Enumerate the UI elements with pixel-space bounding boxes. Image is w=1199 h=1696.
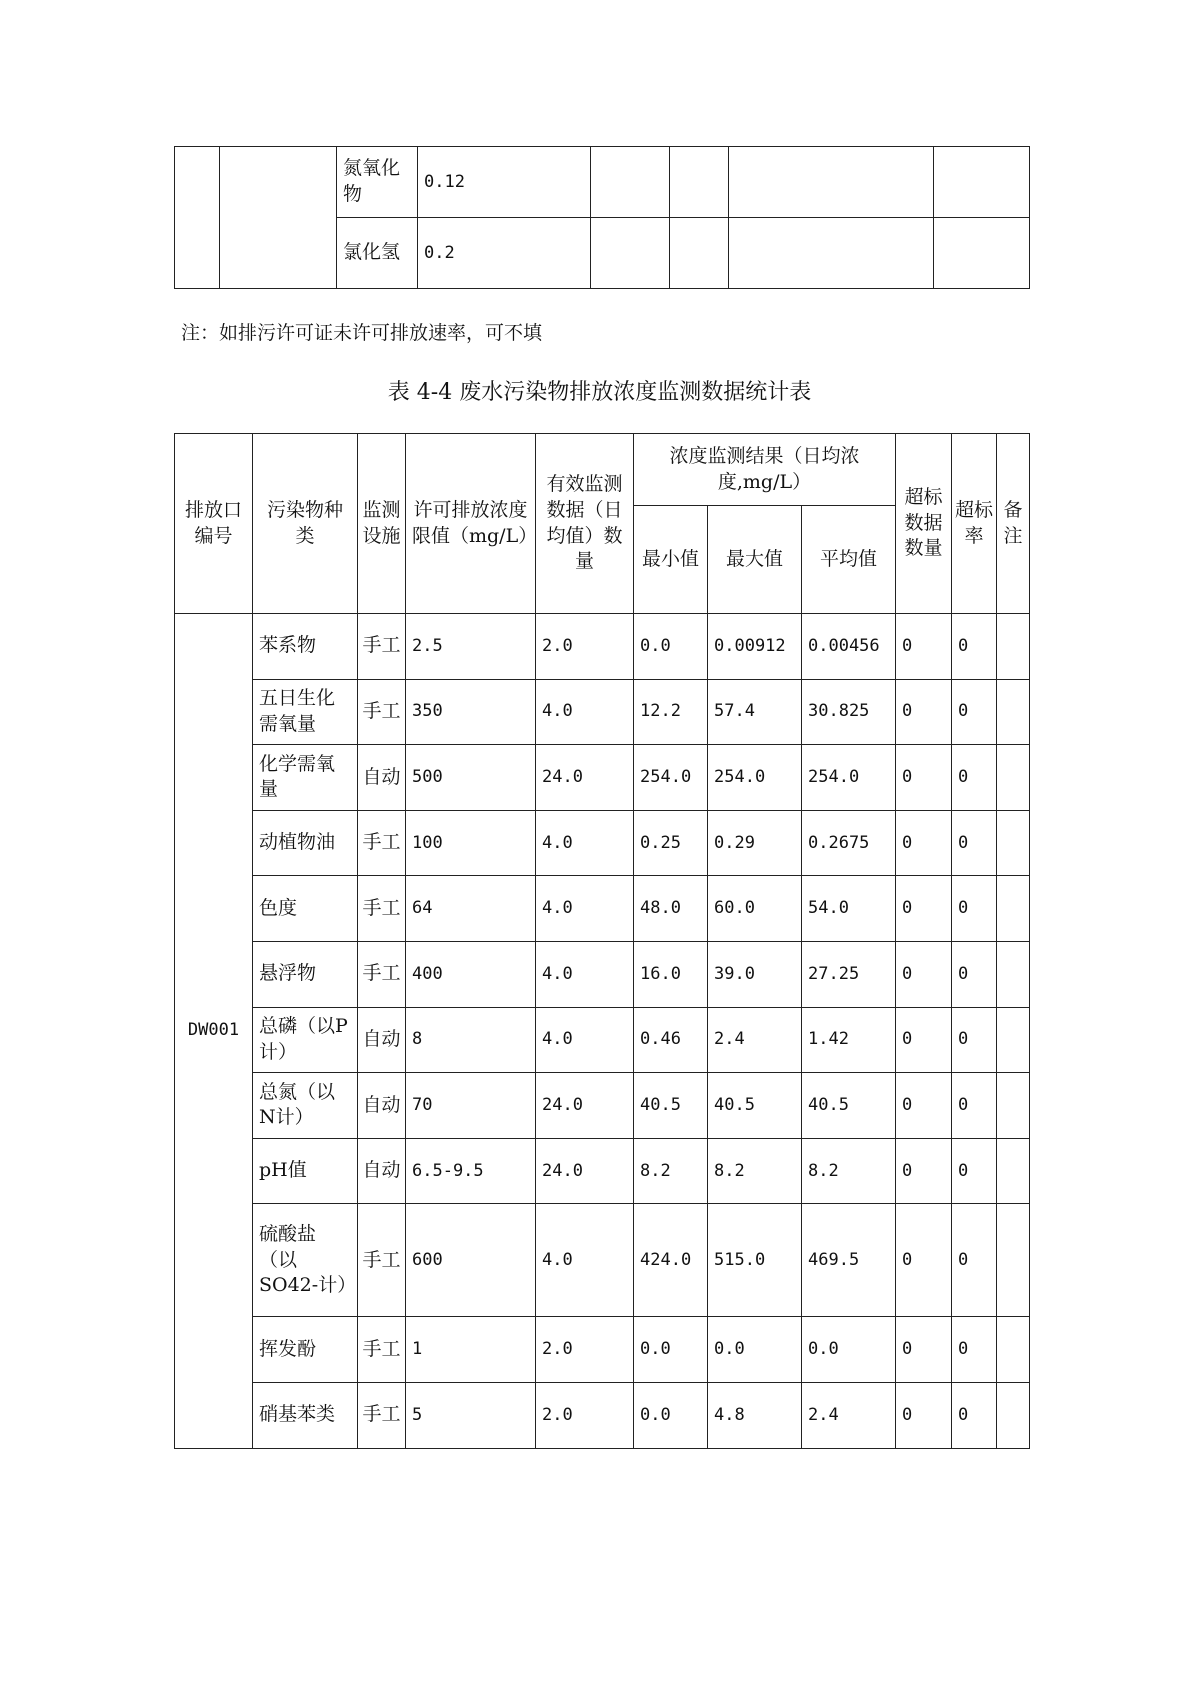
pollutant-cell: 色度 xyxy=(253,876,358,942)
avg-cell: 27.25 xyxy=(802,941,896,1007)
max-cell: 0.29 xyxy=(708,810,802,876)
limit-cell: 600 xyxy=(406,1204,536,1317)
exceed-rate-cell: 0 xyxy=(952,614,997,680)
min-cell: 48.0 xyxy=(634,876,708,942)
limit-cell: 400 xyxy=(406,941,536,1007)
max-cell: 0.00912 xyxy=(708,614,802,680)
header-remark: 备注 xyxy=(997,434,1030,614)
remark-cell xyxy=(997,1204,1030,1317)
table-row xyxy=(175,810,1030,876)
exceed-count-cell: 0 xyxy=(896,1382,952,1448)
limit-cell: 1 xyxy=(406,1317,536,1383)
table-row xyxy=(175,1007,1030,1073)
pollutant-cell: 化学需氧量 xyxy=(253,745,358,811)
exceed-rate-cell: 0 xyxy=(952,679,997,745)
min-cell: 0.0 xyxy=(634,614,708,680)
max-cell: 8.2 xyxy=(708,1138,802,1204)
min-cell: 0.0 xyxy=(634,1382,708,1448)
limit-cell: 8 xyxy=(406,1007,536,1073)
pollutant-cell: 硝基苯类 xyxy=(253,1382,358,1448)
header-valid-count: 有效监测数据（日均值）数量 xyxy=(536,434,634,614)
min-cell: 0.25 xyxy=(634,810,708,876)
exceed-rate-cell: 0 xyxy=(952,810,997,876)
max-cell: 60.0 xyxy=(708,876,802,942)
max-cell: 57.4 xyxy=(708,679,802,745)
pollutant-cell: 总磷（以P计） xyxy=(253,1007,358,1073)
min-cell: 12.2 xyxy=(634,679,708,745)
table-row xyxy=(175,679,1030,745)
exceed-count-cell: 0 xyxy=(896,614,952,680)
exceed-count-cell: 0 xyxy=(896,810,952,876)
max-cell: 254.0 xyxy=(708,745,802,811)
outlet-id-cell: DW001 xyxy=(175,614,253,1449)
facility-cell: 手工 xyxy=(358,679,406,745)
outlet-name-cell xyxy=(220,147,337,289)
header-pollutant: 污染物种类 xyxy=(253,434,358,614)
table-row xyxy=(175,941,1030,1007)
valid-count-cell: 24.0 xyxy=(536,745,634,811)
table-row xyxy=(175,1317,1030,1383)
wastewater-monitoring-table xyxy=(174,433,1030,1449)
pollutant-cell: 五日生化需氧量 xyxy=(253,679,358,745)
exceed-rate-cell: 0 xyxy=(952,1138,997,1204)
max-cell: 515.0 xyxy=(708,1204,802,1317)
limit-cell: 70 xyxy=(406,1073,536,1139)
remark-cell xyxy=(997,876,1030,942)
remark-cell xyxy=(997,810,1030,876)
facility-cell: 自动 xyxy=(358,1007,406,1073)
exceed-count-cell: 0 xyxy=(896,679,952,745)
avg-cell: 8.2 xyxy=(802,1138,896,1204)
remark-cell xyxy=(997,1073,1030,1139)
header-facility: 监测设施 xyxy=(358,434,406,614)
table-row xyxy=(175,876,1030,942)
valid-count-cell: 2.0 xyxy=(536,1382,634,1448)
table-row xyxy=(175,1138,1030,1204)
table-row xyxy=(175,1204,1030,1317)
exceed-rate-cell: 0 xyxy=(952,941,997,1007)
pollutant-cell: 总氮（以N计） xyxy=(253,1073,358,1139)
table-body xyxy=(175,614,1030,1449)
valid-count-cell: 4.0 xyxy=(536,810,634,876)
header-result-group: 浓度监测结果（日均浓度,mg/L） xyxy=(634,434,896,506)
pollutant-cell: 苯系物 xyxy=(253,614,358,680)
remark-cell xyxy=(997,1138,1030,1204)
header-exceed-count: 超标数据数量 xyxy=(896,434,952,614)
avg-cell: 40.5 xyxy=(802,1073,896,1139)
limit-cell: 500 xyxy=(406,745,536,811)
header-row xyxy=(175,434,1030,506)
valid-count-cell: 24.0 xyxy=(536,1073,634,1139)
table-row xyxy=(175,614,1030,680)
facility-cell: 手工 xyxy=(358,614,406,680)
pollutant-cell: 硫酸盐（以SO42-计） xyxy=(253,1204,358,1317)
min-cell: 254.0 xyxy=(634,745,708,811)
min-cell: 0.46 xyxy=(634,1007,708,1073)
pollutant-cell: 氯化氢 xyxy=(337,218,418,289)
min-cell: 40.5 xyxy=(634,1073,708,1139)
rate-limit-cell: 0.12 xyxy=(418,147,591,218)
limit-cell: 350 xyxy=(406,679,536,745)
outlet-cell xyxy=(175,147,220,289)
table-row xyxy=(175,745,1030,811)
facility-cell: 手工 xyxy=(358,1204,406,1317)
min-cell: 8.2 xyxy=(634,1138,708,1204)
pollutant-cell: 挥发酚 xyxy=(253,1317,358,1383)
facility-cell: 手工 xyxy=(358,876,406,942)
valid-count-cell: 4.0 xyxy=(536,941,634,1007)
avg-cell: 30.825 xyxy=(802,679,896,745)
limit-cell: 100 xyxy=(406,810,536,876)
exceed-rate-cell: 0 xyxy=(952,876,997,942)
avg-cell: 2.4 xyxy=(802,1382,896,1448)
valid-count-cell: 2.0 xyxy=(536,614,634,680)
exceed-count-cell: 0 xyxy=(896,941,952,1007)
limit-cell: 64 xyxy=(406,876,536,942)
exceed-rate-cell: 0 xyxy=(952,1204,997,1317)
remark-cell xyxy=(997,614,1030,680)
avg-cell: 0.2675 xyxy=(802,810,896,876)
valid-count-cell: 4.0 xyxy=(536,876,634,942)
exceed-count-cell: 0 xyxy=(896,1317,952,1383)
header-min: 最小值 xyxy=(634,506,708,614)
exceed-rate-cell: 0 xyxy=(952,1382,997,1448)
valid-count-cell: 4.0 xyxy=(536,1007,634,1073)
exceed-rate-cell: 0 xyxy=(952,1007,997,1073)
min-cell: 424.0 xyxy=(634,1204,708,1317)
limit-cell: 6.5-9.5 xyxy=(406,1138,536,1204)
pollutant-cell: 动植物油 xyxy=(253,810,358,876)
avg-cell: 0.00456 xyxy=(802,614,896,680)
avg-cell: 469.5 xyxy=(802,1204,896,1317)
min-cell: 16.0 xyxy=(634,941,708,1007)
exceed-rate-cell: 0 xyxy=(952,745,997,811)
table-row xyxy=(175,147,1030,218)
remark-cell xyxy=(997,1317,1030,1383)
table-note: 注：如排污许可证未许可排放速率，可不填 xyxy=(181,322,543,344)
exceed-count-cell: 0 xyxy=(896,1073,952,1139)
avg-cell: 1.42 xyxy=(802,1007,896,1073)
remark-cell xyxy=(997,941,1030,1007)
pollutant-cell: 氮氧化物 xyxy=(337,147,418,218)
gas-emission-table-continued xyxy=(174,146,1030,289)
valid-count-cell: 24.0 xyxy=(536,1138,634,1204)
facility-cell: 自动 xyxy=(358,1073,406,1139)
exceed-count-cell: 0 xyxy=(896,876,952,942)
avg-cell: 0.0 xyxy=(802,1317,896,1383)
pollutant-cell: 悬浮物 xyxy=(253,941,358,1007)
rate-limit-cell: 0.2 xyxy=(418,218,591,289)
avg-cell: 54.0 xyxy=(802,876,896,942)
remark-cell xyxy=(997,1382,1030,1448)
max-cell: 40.5 xyxy=(708,1073,802,1139)
exceed-rate-cell: 0 xyxy=(952,1317,997,1383)
header-avg: 平均值 xyxy=(802,506,896,614)
min-cell: 0.0 xyxy=(634,1317,708,1383)
facility-cell: 手工 xyxy=(358,941,406,1007)
header-outlet: 排放口编号 xyxy=(175,434,253,614)
exceed-count-cell: 0 xyxy=(896,1204,952,1317)
valid-count-cell: 4.0 xyxy=(536,1204,634,1317)
limit-cell: 5 xyxy=(406,1382,536,1448)
exceed-count-cell: 0 xyxy=(896,1007,952,1073)
header-limit: 许可排放浓度限值（mg/L） xyxy=(406,434,536,614)
facility-cell: 手工 xyxy=(358,1382,406,1448)
exceed-count-cell: 0 xyxy=(896,745,952,811)
exceed-count-cell: 0 xyxy=(896,1138,952,1204)
avg-cell: 254.0 xyxy=(802,745,896,811)
remark-cell xyxy=(997,679,1030,745)
header-exceed-rate: 超标率 xyxy=(952,434,997,614)
max-cell: 4.8 xyxy=(708,1382,802,1448)
max-cell: 2.4 xyxy=(708,1007,802,1073)
max-cell: 39.0 xyxy=(708,941,802,1007)
pollutant-cell: pH值 xyxy=(253,1138,358,1204)
limit-cell: 2.5 xyxy=(406,614,536,680)
facility-cell: 自动 xyxy=(358,745,406,811)
exceed-rate-cell: 0 xyxy=(952,1073,997,1139)
table-row xyxy=(175,1382,1030,1448)
table-row xyxy=(175,1073,1030,1139)
table-caption: 表 4-4 废水污染物排放浓度监测数据统计表 xyxy=(387,380,812,405)
facility-cell: 手工 xyxy=(358,1317,406,1383)
facility-cell: 手工 xyxy=(358,810,406,876)
valid-count-cell: 2.0 xyxy=(536,1317,634,1383)
facility-cell: 自动 xyxy=(358,1138,406,1204)
valid-count-cell: 4.0 xyxy=(536,679,634,745)
remark-cell xyxy=(997,1007,1030,1073)
remark-cell xyxy=(997,745,1030,811)
header-max: 最大值 xyxy=(708,506,802,614)
max-cell: 0.0 xyxy=(708,1317,802,1383)
